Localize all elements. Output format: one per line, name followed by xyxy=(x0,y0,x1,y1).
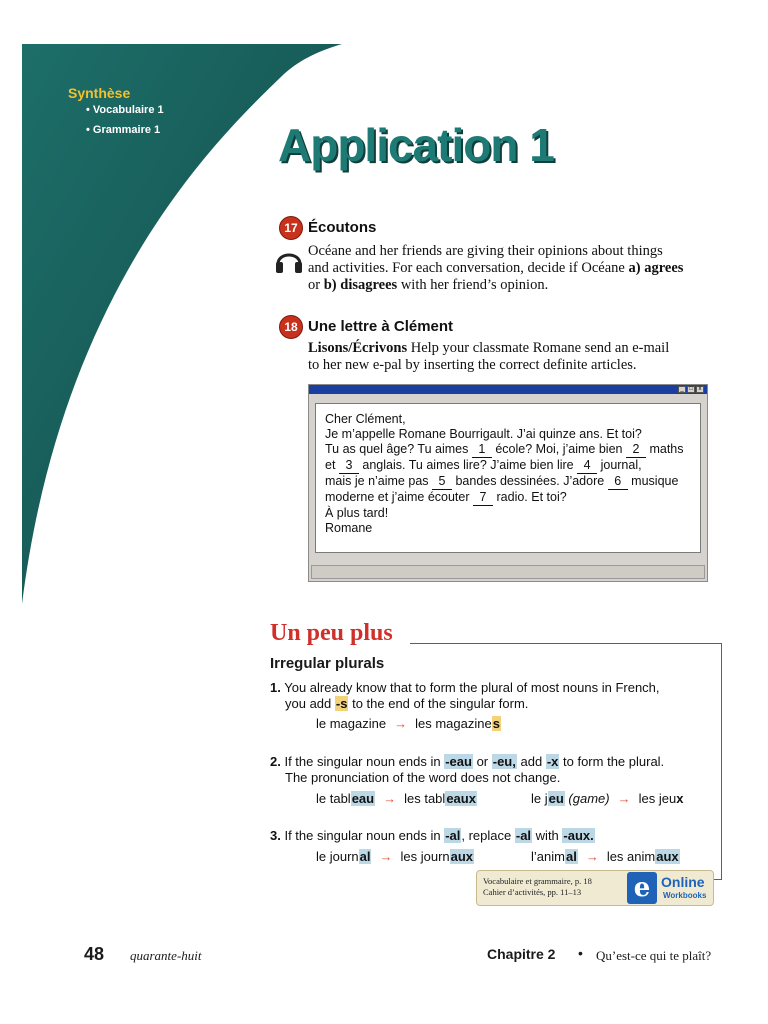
maximize-icon[interactable]: □ xyxy=(687,386,695,393)
blank-5[interactable]: 5 xyxy=(432,474,452,490)
un-peu-plus-title: Un peu plus xyxy=(270,620,393,646)
point-1-line-2: you add -s to the end of the singular form. xyxy=(285,696,529,711)
email-window xyxy=(308,384,708,582)
email-line-3: Tu as quel âge? Tu aimes 1 école? Moi, j’aime bien 2 maths xyxy=(325,442,684,456)
activity-18-line-2: to her new e-pal by inserting the correct definite articles. xyxy=(308,357,637,373)
arrow-icon: → xyxy=(379,849,393,864)
point-2-line-1: 2. If the singular noun ends in -eau or -eu, add -x to form the plural. xyxy=(270,754,665,769)
workbooks-label: Workbooks xyxy=(663,891,707,900)
arrow-icon: → xyxy=(394,716,408,731)
sidebar-item-vocabulaire[interactable]: • Vocabulaire 1 xyxy=(86,104,164,116)
email-line-2: Je m’appelle Romane Bourrigault. J’ai quinze ans. Et toi? xyxy=(325,427,642,441)
headphones-icon xyxy=(274,246,304,274)
activity-18-title: Une lettre à Clément xyxy=(308,318,454,335)
blank-4[interactable]: 4 xyxy=(577,458,597,474)
activity-18-line-1: Lisons/Écrivons Help your classmate Romane send an e-mail xyxy=(308,340,670,356)
example-animal: l’animal → les animaux xyxy=(531,849,679,864)
arrow-icon: → xyxy=(383,791,397,806)
example-tableau: le tableau → les tableaux xyxy=(316,791,476,806)
arrow-icon: → xyxy=(617,791,631,806)
example-jeu: le jeu (game) → les jeux xyxy=(531,791,684,806)
activity-17-badge: 17 xyxy=(279,216,303,240)
close-icon[interactable]: x xyxy=(696,386,704,393)
activity-17-text xyxy=(308,243,708,294)
blank-1[interactable]: 1 xyxy=(472,442,492,458)
point-2-line-2: The pronunciation of the word does not change. xyxy=(285,770,561,785)
email-line-4: et 3 anglais. Tu aimes lire? J’aime bien lire 4 journal, xyxy=(325,458,642,472)
divider-rule-vertical xyxy=(721,643,722,879)
irregular-plurals-heading: Irregular plurals xyxy=(270,655,385,672)
reference-line-1: Vocabulaire et grammaire, p. 18 xyxy=(483,876,592,886)
sidebar-item-grammaire[interactable]: • Grammaire 1 xyxy=(86,124,161,136)
footer-separator: • xyxy=(578,945,583,961)
activity-18-badge: 18 xyxy=(279,315,303,339)
example-magazine: le magazine → les magazines xyxy=(316,716,500,731)
workbook-reference[interactable] xyxy=(476,870,714,906)
activity-18-text xyxy=(308,340,708,374)
blank-6[interactable]: 6 xyxy=(608,474,628,490)
arrow-icon: → xyxy=(585,849,599,864)
example-journal: le journal → les journaux xyxy=(316,849,474,864)
point-3-line-1: 3. If the singular noun ends in -al, replace -al with -aux. xyxy=(270,828,594,843)
blank-7[interactable]: 7 xyxy=(473,490,493,506)
activity-17-line-1: Océane and her friends are giving their opinions about things xyxy=(308,243,663,259)
activity-17-line-3: or b) disagrees with her friend’s opinion. xyxy=(308,277,549,293)
page-number: 48 xyxy=(84,944,105,964)
email-line-7: À plus tard! xyxy=(325,506,389,520)
window-title-bar[interactable] xyxy=(309,385,707,394)
page-title: Application 1 xyxy=(278,119,554,171)
email-line-5: mais je n’aime pas 5 bandes dessinées. J’adore 6 musique xyxy=(325,474,679,488)
reference-line-2: Cahier d’activités, pp. 11–13 xyxy=(483,887,582,897)
email-body[interactable] xyxy=(315,403,701,553)
activity-17-line-2: and activities. For each conversation, decide if Océane a) agrees xyxy=(308,260,684,276)
activity-17-title: Écoutons xyxy=(308,219,377,236)
email-line-6: moderne et j’aime écouter 7 radio. Et toi? xyxy=(325,490,567,504)
email-line-8: Romane xyxy=(325,521,373,535)
email-letter xyxy=(325,412,684,536)
point-1-line-1: 1. You already know that to form the plural of most nouns in French, xyxy=(270,680,660,695)
blank-3[interactable]: 3 xyxy=(339,458,359,474)
online-e-icon[interactable]: e xyxy=(627,872,657,904)
email-line-1: Cher Clément, xyxy=(325,412,406,426)
chapter-label: Chapitre 2 xyxy=(487,946,556,962)
synthese-heading: Synthèse xyxy=(68,85,131,101)
chapter-title: Qu’est-ce qui te plaît? xyxy=(596,948,712,963)
blank-2[interactable]: 2 xyxy=(626,442,646,458)
divider-rule xyxy=(410,643,722,644)
page-number-word: quarante-huit xyxy=(130,948,202,963)
window-status-bar xyxy=(311,565,705,579)
online-label[interactable]: Online xyxy=(661,874,705,890)
minimize-icon[interactable]: _ xyxy=(678,386,686,393)
